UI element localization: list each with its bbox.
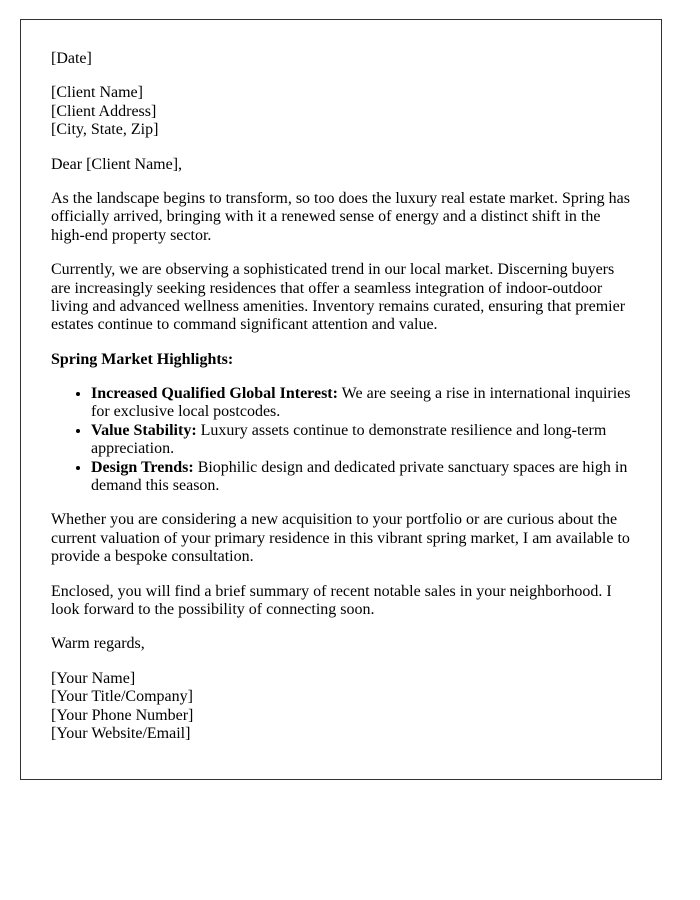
consultation-offer-paragraph: Whether you are considering a new acquisition to your portfolio or are curious about the current valuation of your primary residence in this vibrant spring market, I am available to provide a bespoke consultation. (51, 511, 630, 566)
highlight-text: Biophilic design and dedicated private sanctuary spaces are high in demand this season. (91, 458, 628, 495)
highlight-text: Luxury assets continue to demonstrate resilience and long-term appreciation. (91, 421, 607, 458)
highlight-label: Increased Qualified Global Interest: (91, 385, 338, 403)
signature-block (51, 670, 631, 744)
list-item (91, 385, 631, 422)
enclosure-paragraph: Enclosed, you will find a brief summary of recent notable sales in your neighborhood. I look forward to the possibility of connecting soon. (51, 582, 612, 618)
signature-phone: [Your Phone Number] (51, 706, 194, 724)
signature-title-company: [Your Title/Company] (51, 688, 193, 706)
signoff: Warm regards, (51, 635, 145, 653)
recipient-city-state-zip: [City, State, Zip] (51, 121, 159, 139)
date-placeholder: [Date] (51, 50, 92, 67)
highlight-label: Value Stability: (91, 421, 197, 439)
signature-name: [Your Name] (51, 669, 136, 687)
list-item (91, 422, 631, 459)
highlights-list (51, 385, 631, 495)
recipient-block (51, 84, 631, 139)
highlight-label: Design Trends: (91, 458, 194, 476)
signature-website-email: [Your Website/Email] (51, 724, 191, 742)
salutation: Dear [Client Name], (51, 155, 183, 173)
recipient-name: [Client Name] (51, 84, 143, 102)
letter-page (20, 19, 662, 780)
intro-paragraph: As the landscape begins to transform, so too does the luxury real estate market. Spring has officially arrived, bringing with it a renewed sense of energy and a distinct shift in the high-end property sector. (51, 189, 630, 244)
highlights-heading: Spring Market Highlights: (51, 350, 234, 368)
highlight-text: We are seeing a rise in international inquiries for exclusive local postcodes. (91, 385, 631, 421)
market-overview-paragraph: Currently, we are observing a sophisticated trend in our local market. Discerning buyers are increasingly seeking residences that offer a seamless integration of indoor-outdoor living and advanced wellness amenities. Inventory remains curated, ensuring that premier estates continue to command significant attention and value. (51, 261, 626, 334)
list-item (91, 459, 631, 496)
recipient-address: [Client Address] (51, 102, 157, 120)
